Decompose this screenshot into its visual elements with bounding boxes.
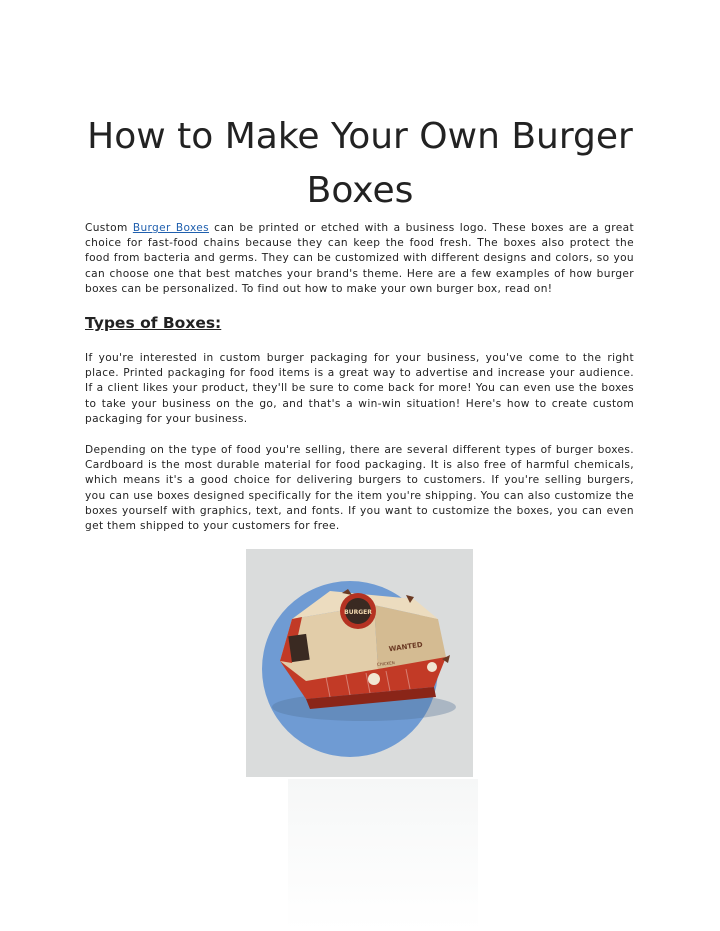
box-chicken-text: CHICKEN (376, 660, 396, 667)
box-wanted-text: WANTED (388, 640, 424, 654)
burger-boxes-link[interactable]: Burger Boxes (132, 222, 209, 234)
burger-box-illustration (246, 549, 473, 777)
seal-text: BURGER (344, 609, 372, 616)
document-title: How to Make Your Own Burger Boxes (87, 116, 633, 212)
box-tab-hole-right (427, 662, 437, 672)
page-fade (288, 779, 478, 931)
paragraph-custom-packaging: If you're interested in custom burger packaging for your business, you've come to the right place. Printed packaging for food items is a great way to advertise and increase your audience. If a client likes your product, they'll be sure to come back for more! You can even use the boxes to take your business on the go, and that's a win-win situation! Here's how to create custom packaging for your business. (85, 352, 634, 425)
intro-paragraph (85, 221, 634, 297)
paragraph-box-types: Depending on the type of food you're selling, there are several different types of burger boxes. Cardboard is the most durable material for food packaging. It is also free of harmful chemicals, which means it's a good choice for delivering burgers to customers. If you're selling burgers, you can use boxes designed specifically for the item you're shipping. You can also customize the boxes yourself with graphics, text, and fonts. If you want to customize the boxes, you can even get them shipped to your customers for free. (85, 444, 634, 533)
box-tab-hole-left (368, 673, 380, 685)
box-side-label (288, 634, 309, 662)
intro-text-end: can be printed or etched with a business logo. These boxes are a great choice for fast-food chains because they can keep the food fresh. The boxes also protect the food from bacteria and germs. They can be customized with different designs and colors, so you can choose one that best matches your brand's theme. Here are a few examples of how burger boxes can be personalized. To find out how to make your own burger box, read on! (85, 222, 634, 295)
section-heading: Types of Boxes: (85, 314, 222, 332)
intro-text-start: Custom (85, 222, 133, 234)
burger-box-photo (246, 549, 473, 777)
